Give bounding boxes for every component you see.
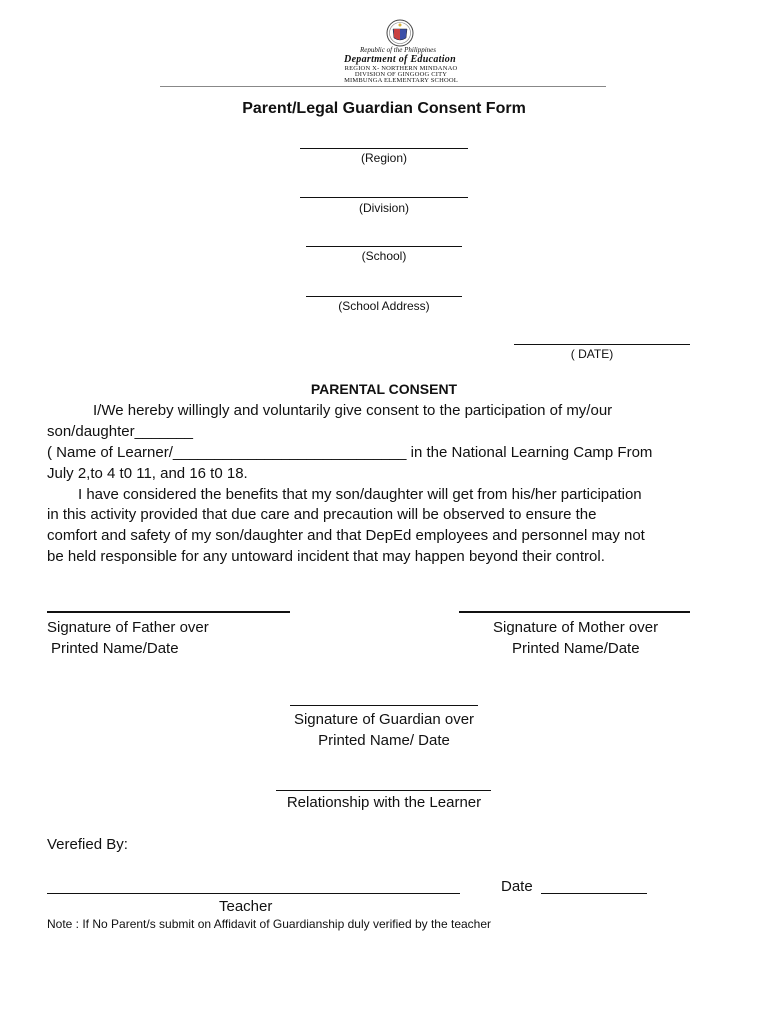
father-signature-line[interactable] xyxy=(47,611,290,613)
school-address-field[interactable] xyxy=(306,296,462,297)
guardianship-note: Note : If No Parent/s submit on Affidavit of Guardianship duly verified by the teacher xyxy=(47,917,492,931)
school-address-label: (School Address) xyxy=(338,299,430,313)
mother-printed-name-label: Printed Name/Date xyxy=(512,640,640,657)
form-title: Parent/Legal Guardian Consent Form xyxy=(242,100,526,117)
relationship-line[interactable] xyxy=(276,790,491,791)
verification-date-label: Date xyxy=(501,878,533,895)
division-text: DIVISION OF GINGOOG CITY xyxy=(354,71,448,78)
division-label: (Division) xyxy=(358,201,409,215)
region-label: (Region) xyxy=(360,151,408,165)
mother-signature-label: Signature of Mother over xyxy=(493,619,659,636)
header-divider xyxy=(160,86,606,87)
consent-line-3: ( Name of Learner/____________________________ in the National Learning Camp From xyxy=(47,444,653,461)
guardian-signature-label: Signature of Guardian over xyxy=(293,711,475,728)
teacher-label: Teacher xyxy=(219,898,273,915)
region-field[interactable] xyxy=(300,148,468,149)
mother-signature-line[interactable] xyxy=(459,611,690,613)
guardian-printed-name-label: Printed Name/ Date xyxy=(318,732,450,749)
father-printed-name-label: Printed Name/Date xyxy=(51,640,179,657)
division-field[interactable] xyxy=(300,197,468,198)
date-field[interactable] xyxy=(514,344,690,345)
school-text: MIMBUNGA ELEMENTARY SCHOOL xyxy=(344,77,458,84)
date-label: ( DATE) xyxy=(570,347,614,361)
deped-seal xyxy=(380,18,420,48)
consent-line-5: I have considered the benefits that my son/daughter will get from his/her participation xyxy=(78,486,642,503)
consent-line-1: I/We hereby willingly and voluntarily give consent to the participation of my/our xyxy=(93,402,613,419)
school-label: (School) xyxy=(361,249,407,263)
guardian-signature-line[interactable] xyxy=(290,705,478,706)
consent-line-6: in this activity provided that due care and precaution will be observed to ensure the xyxy=(47,506,597,523)
father-signature-label: Signature of Father over xyxy=(47,619,209,636)
verification-date-line[interactable] xyxy=(541,893,647,894)
consent-line-4: July 2,to 4 t0 11, and 16 t0 18. xyxy=(47,465,248,482)
teacher-signature-line[interactable] xyxy=(47,893,460,894)
region-text: REGION X- NORTHERN MINDANAO xyxy=(344,65,458,72)
consent-line-2: son/daughter_______ xyxy=(47,423,193,440)
verified-by-label: Verefied By: xyxy=(47,836,128,853)
consent-line-7: comfort and safety of my son/daughter and that DepEd employees and personnel may not xyxy=(47,527,645,544)
relationship-label: Relationship with the Learner xyxy=(286,794,482,811)
school-field[interactable] xyxy=(306,246,462,247)
consent-heading: PARENTAL CONSENT xyxy=(310,381,458,397)
department-text: Department of Education xyxy=(344,54,456,65)
consent-line-8: be held responsible for any untoward incident that may happen beyond their control. xyxy=(47,548,605,565)
republic-text: Republic of the Philippines xyxy=(359,46,436,54)
